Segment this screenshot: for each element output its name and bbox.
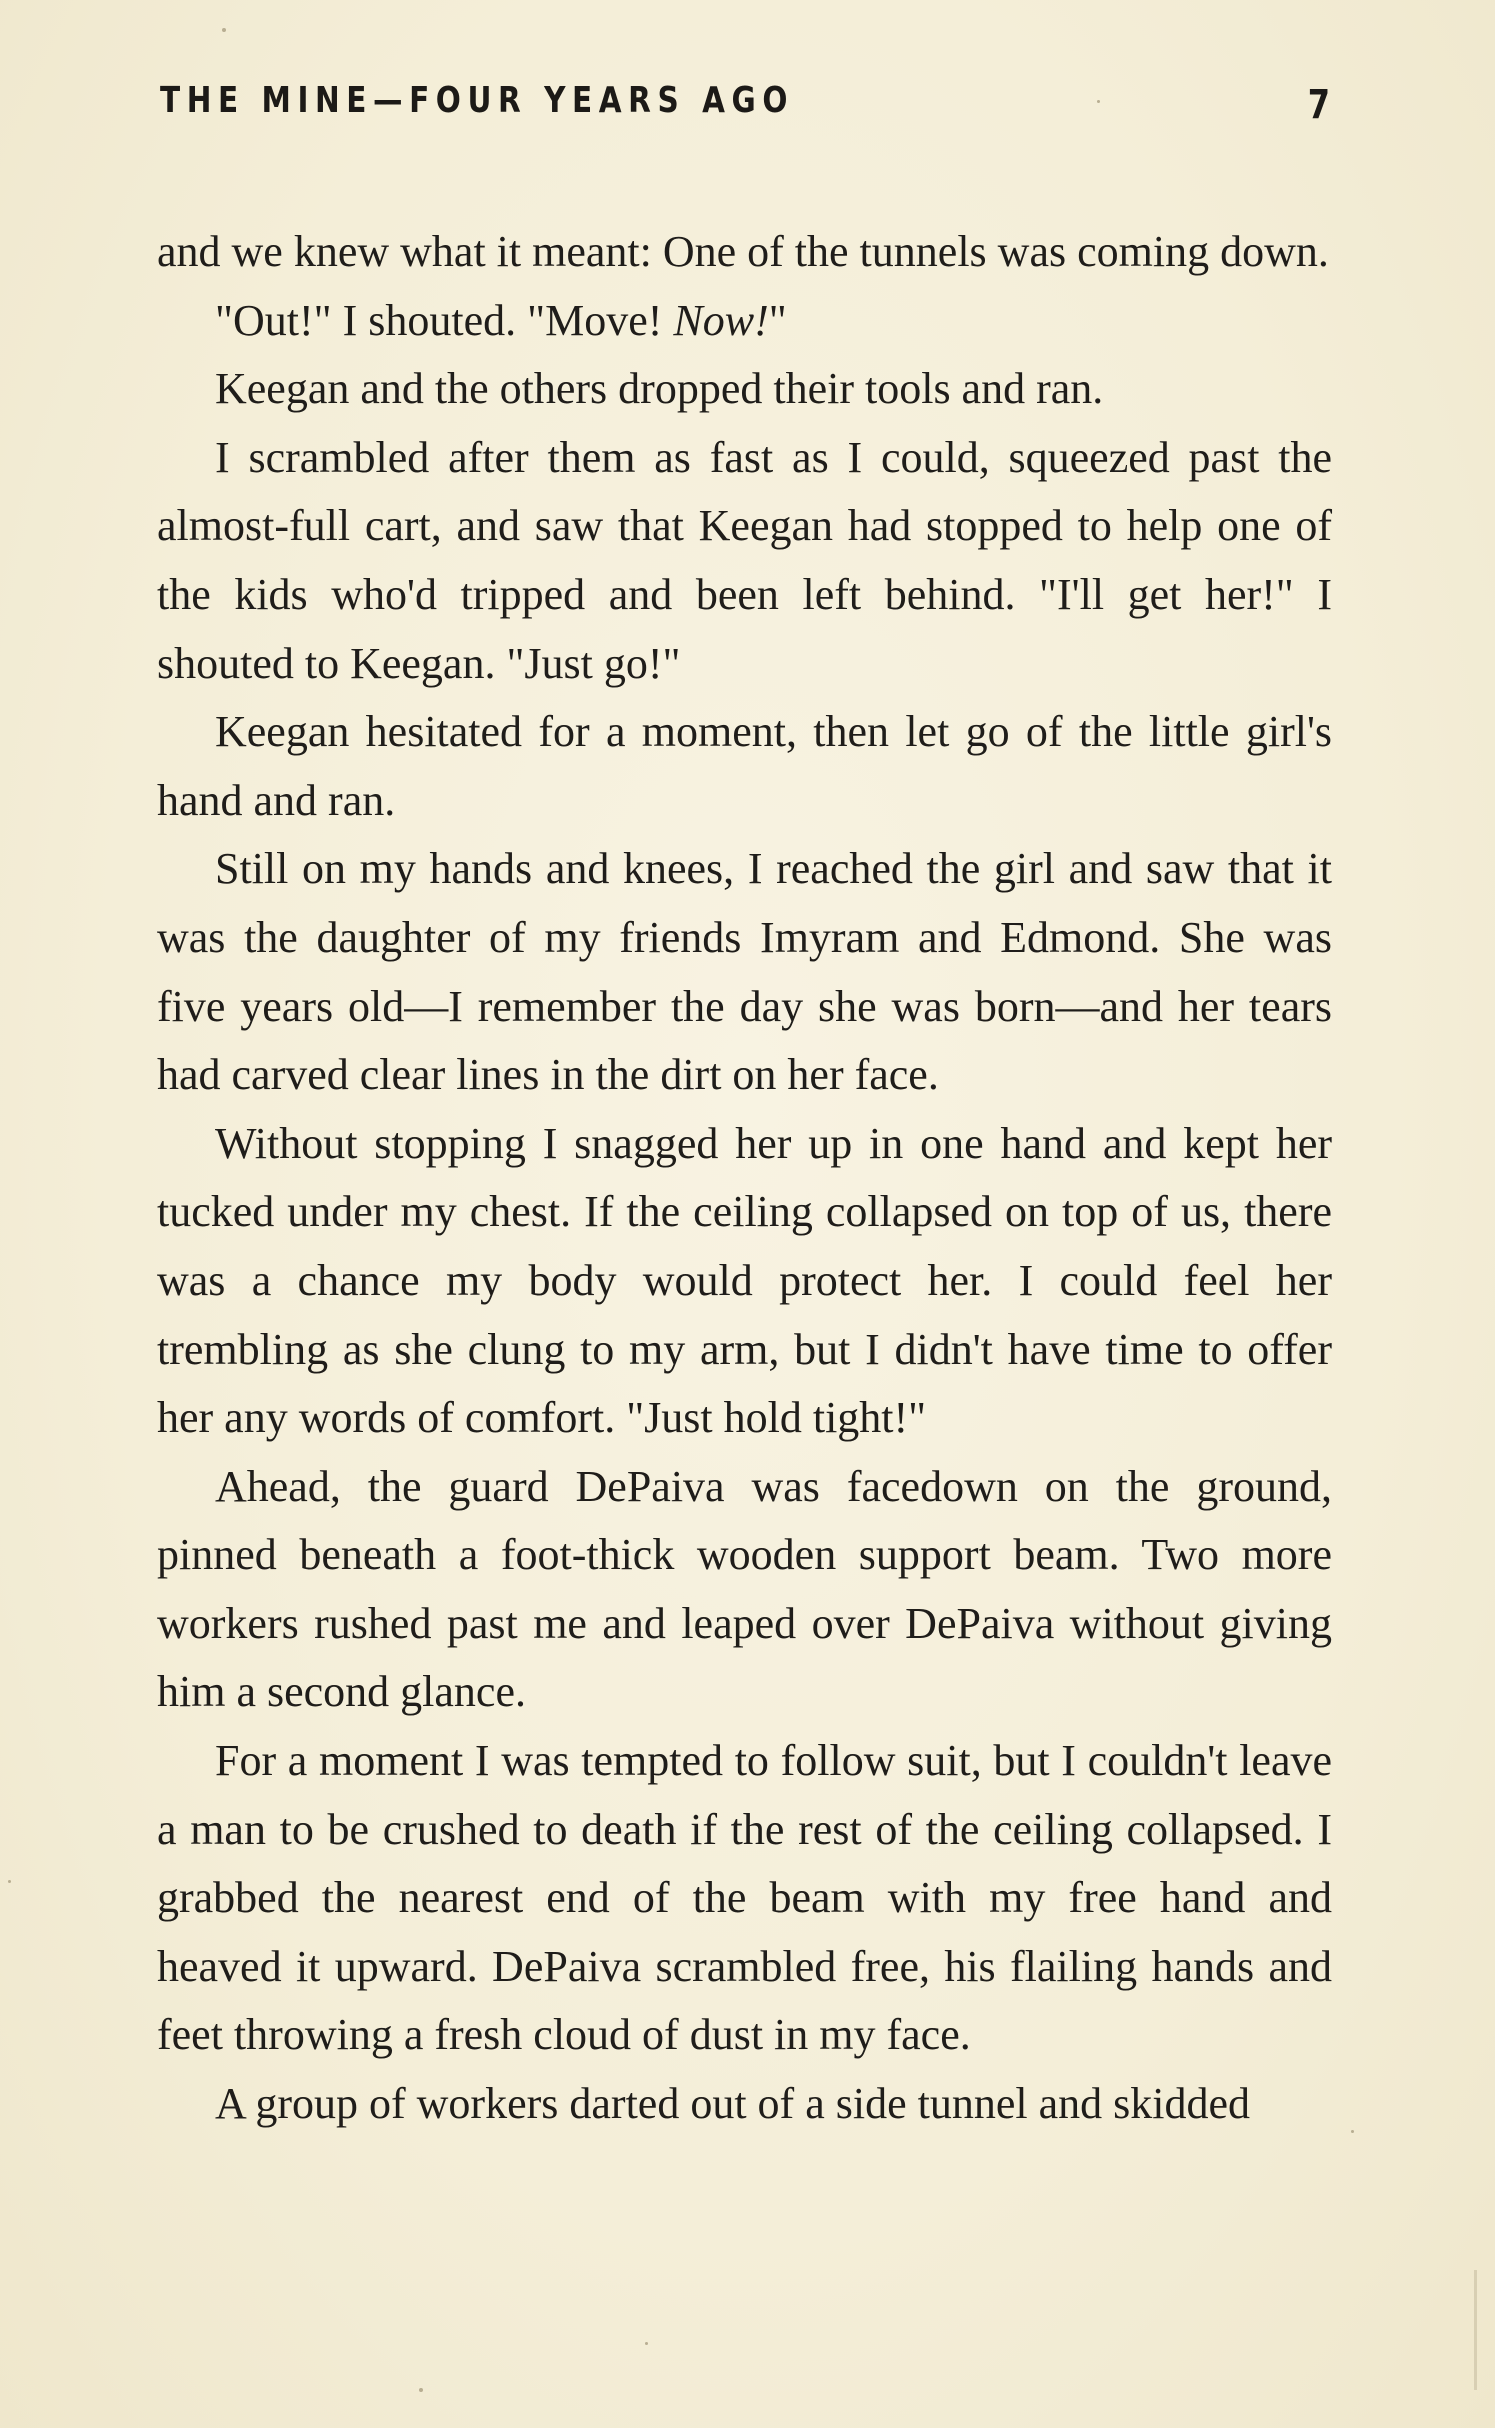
paper-speck bbox=[8, 1880, 11, 1883]
paper-speck bbox=[1097, 100, 1100, 103]
paragraph-8: Ahead, the guard DePaiva was facedown on the ground, pinned beneath a foot-thick wooden support beam. Two more workers rushed past me and leaped over DePaiva without giving him a second glance. bbox=[157, 1461, 1332, 1717]
paragraph-3: Keegan and the others dropped their tools and ran. bbox=[215, 364, 1104, 414]
paper-speck bbox=[222, 28, 226, 32]
paragraph-10: A group of workers darted out of a side tunnel and skidded bbox=[215, 2079, 1250, 2129]
paragraph-4: I scrambled after them as fast as I could, squeezed past the almost-full cart, and saw that Keegan had stopped to help one of the kids who'd tripped and been left behind. "I'll get her!" I shouted to Keegan. "Just go!" bbox=[157, 432, 1332, 688]
emphasis-now: Now! bbox=[673, 295, 769, 345]
page-number: 7 bbox=[1307, 82, 1331, 128]
body-text bbox=[157, 218, 1332, 2139]
paper-speck bbox=[419, 2388, 423, 2392]
paper-speck bbox=[645, 2342, 648, 2345]
paragraph-1: and we knew what it meant: One of the tunnels was coming down. bbox=[157, 227, 1329, 276]
paragraph-2 bbox=[157, 287, 1332, 356]
paragraph-7: Without stopping I snagged her up in one hand and kept her tucked under my chest. If the ceiling collapsed on top of us, there was a chance my body would protect her. I could feel her trembling as she clung to my arm, but I didn't have time to offer her any words of comfort. "Just hold tight!" bbox=[157, 1118, 1332, 1443]
running-head: THE MINE—FOUR YEARS AGO bbox=[160, 80, 794, 121]
paragraph-6: Still on my hands and knees, I reached the girl and saw that it was the daughter of my friends Imyram and Edmond. She was five years old—I remember the day she was born—and her tears had carved clear lines in the dirt on her face. bbox=[157, 844, 1332, 1100]
paragraph-5: Keegan hesitated for a moment, then let go of the little girl's hand and ran. bbox=[157, 707, 1332, 825]
paragraph-2-text: "Out!" I shouted. "Move! bbox=[215, 295, 674, 345]
page-edge-mark bbox=[1474, 2270, 1477, 2390]
paragraph-9: For a moment I was tempted to follow suit, but I couldn't leave a man to be crushed to death if the rest of the ceiling collapsed. I grabbed the nearest end of the beam with my free hand and heaved it upward. DePaiva scrambled free, his flailing hands and feet throwing a fresh cloud of dust in my face. bbox=[157, 1736, 1332, 2060]
paragraph-2-close-quote: " bbox=[768, 295, 787, 345]
paper-speck bbox=[1351, 2130, 1354, 2133]
